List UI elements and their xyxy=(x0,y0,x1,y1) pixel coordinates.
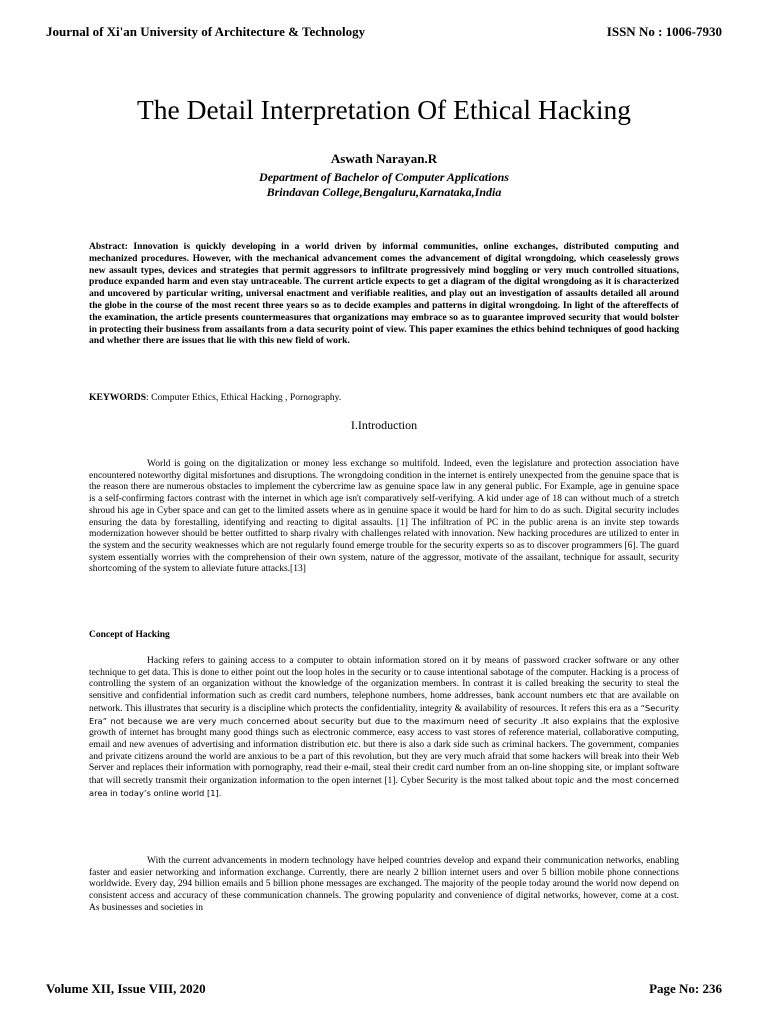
hacking-text-3: that the explosive growth of internet has brought many good things such as electronic commerce, easy access to vast stores of reference material, collaborative computing, email and new avenues of advertising and information distribution etc. but there is also a dark side such as criminal hackers. The government, companies and private citizens around the world are anxious to be a part of this revolution, but they are very much afraid that some hackers will break into their Web Server and replaces their information with pornography, read their e-mail, steal their credit card number from an on-line shopping site, or implant software that will secretly transmit their organization information to the open internet [1]. Cyber Security is the most talked about topic xyxy=(89,716,679,787)
communication-paragraph xyxy=(89,856,679,915)
keywords xyxy=(89,392,679,404)
subheading-concept-of-hacking: Concept of Hacking xyxy=(89,630,170,640)
hacking-text-2: “Security Era” not because we are very much concerned about security but due to the maximum need of security .It also explains xyxy=(89,702,679,726)
author-name: Aswath Narayan.R xyxy=(330,151,438,166)
hacking-text-1: Hacking refers to gaining access to a computer to obtain information stored on it by means of password cracker software or any other technique to get data. This is done to either point out the loop holes in the security or to cause intentional sabotage of the computer. Hacking is a process of controlling the system of an organization without the knowledge of the organization members. In contrast it is called breaking the security to steal the sensitive and confidential information such as credit card numbers, telephone numbers, home addresses, bank account numbers etc that are available on network. This illustrates that security is a discipline which protects the confidentiality, integrity & availability of resources. It refers this era as a xyxy=(89,656,679,714)
communication-text: With the current advancements in modern technology have helped countries develop and expand their communication networks, enabling faster and easier networking and information exchange. Currently, there are nearly 2 billion internet users and over 5 billion mobile phone connections worldwide. Every day, 294 billion emails and 5 billion phone messages are exchanged. The majority of the people today around the world now depend on consistent access and accuracy of these communication channels. The growing popularity and convenience of digital networks, however, come at a cost. As businesses and societies in xyxy=(89,856,679,913)
volume-issue: Volume XII, Issue VIII, 2020 xyxy=(46,981,206,996)
running-header xyxy=(46,24,722,42)
issn: ISSN No : 1006-7930 xyxy=(606,24,722,39)
abstract-label: Abstract xyxy=(89,241,125,252)
author-affiliation xyxy=(0,170,768,200)
journal-name: Journal of Xi'an University of Architecture & Technology xyxy=(46,24,366,39)
abstract-text: : Innovation is quickly developing in a world driven by informal communities, online exchanges, distributed computing and mechanized procedures. However, with the mechanical advancement comes the advancement of digital wrongdoing, which ceaselessly grows new assault types, devices and strategies that permit aggressors to infiltrate progressively mind boggling or very much controlled situations, produce expanded harm and even stay untraceable. The current article expects to get a diagram of the digital wrongdoing as it is characterized and uncovered by particular writing, universal enactment and verifiable realities, and play out an investigation of assaults detailed all around the globe in the course of the most recent three years so as to decide examples and patterns in digital wrongdoing. In light of the aftereffects of the examination, the article presents countermeasures that organizations may embrace so as to guarantee improved security that would bolster in protecting their business from assailants from a data security point of view. This paper examines the ethics behind techniques of good hacking and whether there are issues that lie with this new field of work. xyxy=(89,241,679,347)
introduction-text: World is going on the digitalization or money less exchange so multifold. Indeed, even the legislature and protection association have encountered noteworthy digital misfortunes and disruptions. The wrongdoing condition in the internet is entirely unexpected from the genuine space that is the reason there are numerous obstacles to implement the cybercrime law as genuine space law in any general public. For Example, age in genuine space is a self-confirming factors contrast with the internet in which age isn't comparatively self-verifying. A kid under age of 18 can without much of a stretch shroud his age in Cyber space and can get to the limited assets where as in genuine space it would be hard for him to do as such. Digital security includes ensuring the data by forestalling, identifying and reacting to digital assaults. [1] The infiltration of PC in the public arena is an invite step towards modernization however should be better outfitted to sharp rivalry with challenges related with innovation. New hacking procedures are utilized to enter in the system and the security weaknesses which are not regularly found emerge trouble for the security experts so as to discover programmers [6]. The guard system essentially worries with the comprehension of their own system, nature of the aggressor, motivate of the assailant, technique for assault, security shortcoming of the system to alleviate future attacks.[13] xyxy=(89,459,679,575)
hacking-paragraph xyxy=(89,656,679,800)
keywords-text: : Computer Ethics, Ethical Hacking , Pornography. xyxy=(146,392,342,403)
section-heading-introduction: I.Introduction xyxy=(350,418,418,432)
introduction-paragraph xyxy=(89,459,679,576)
paper-title: The Detail Interpretation Of Ethical Hacking xyxy=(136,94,632,125)
hacking-text-4: and the most concerned area in today’s online world [1]. xyxy=(89,775,679,798)
abstract xyxy=(89,241,679,347)
running-footer xyxy=(46,981,722,999)
affiliation-institution: Brindavan College,Bengaluru,Karnataka,India xyxy=(266,185,502,199)
keywords-label: KEYWORDS xyxy=(89,392,147,403)
page-number: Page No: 236 xyxy=(649,981,722,996)
affiliation-department: Department of Bachelor of Computer Applications xyxy=(259,170,509,184)
